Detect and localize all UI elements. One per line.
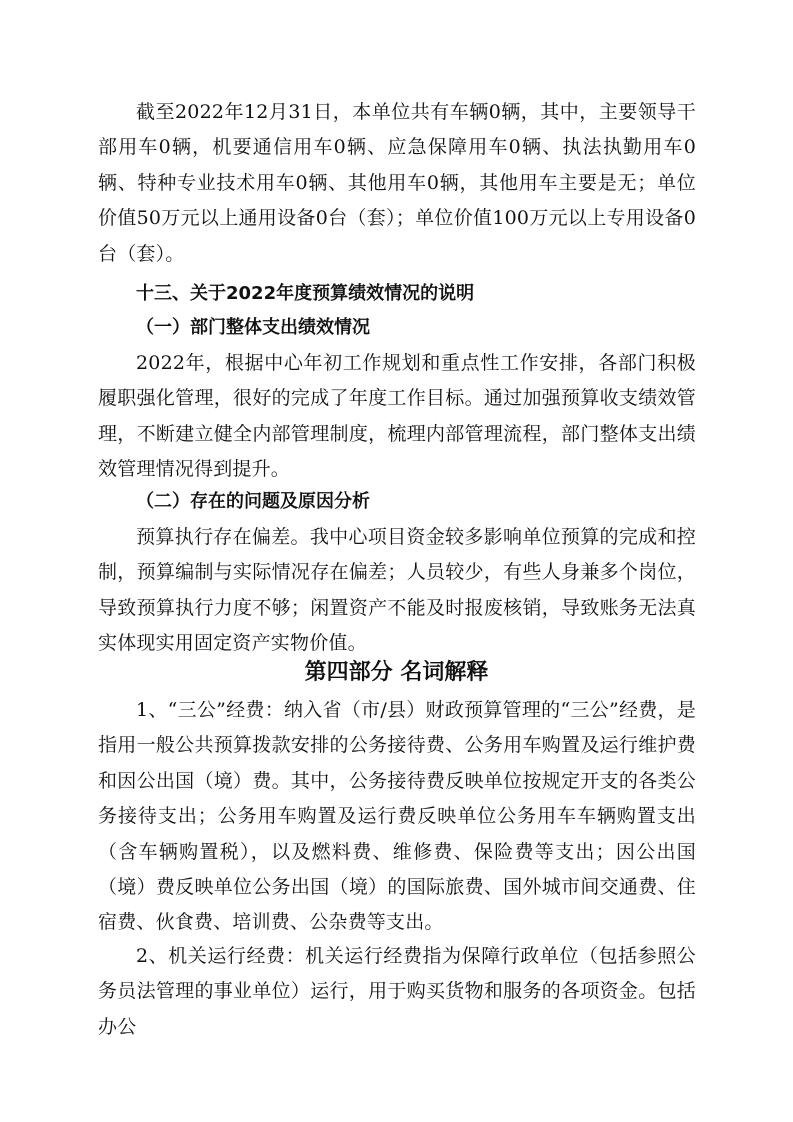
- paragraph-term-operating-expenses: 2、机关运行经费：机关运行经费指为保障行政单位（包括参照公务员法管理的事业单位）运行，用于购买货物和服务的各项资金。包括办公: [98, 945, 696, 1038]
- part-four-title: 第四部分 名词解释: [304, 660, 489, 685]
- paragraph-vehicles: 截至2022年12月31日，本单位共有车辆0辆，其中，主要领导干部用车0辆，机要通信用车0辆、应急保障用车0辆、执法执勤用车0辆、特种专业技术用车0辆、其他用车0辆，其他用车主要是无；单位价值50万元以上通用设备0台（套）；单位价值100万元以上专用设备0台（套）。: [98, 101, 696, 265]
- paragraph-problems: 预算执行存在偏差。我中心项目资金较多影响单位预算的完成和控制，预算编制与实际情况存在偏差；人员较少，有些人身兼多个岗位，导致预算执行力度不够；闲置资产不能及时报废核销，导致账务无法真实体现实用固定资产实物价值。: [98, 526, 696, 655]
- sub-heading-problems: （二）存在的问题及原因分析: [136, 491, 370, 512]
- sub-heading-overall-performance: （一）部门整体支出绩效情况: [136, 317, 370, 338]
- section-heading-13: 十三、关于2022年度预算绩效情况的说明: [136, 283, 475, 304]
- paragraph-term-three-public-expenses: 1、“三公”经费：纳入省（市/县）财政预算管理的“三公”经费，是指用一般公共预算拨款安排的公务接待费、公务用车购置及运行维护费和因公出国（境）费。其中，公务接待费反映单位按规定开支的各类公务接待支出；公务用车购置及运行费反映单位公务用车车辆购置支出（含车辆购置税），以及燃料费、维修费、保险费等支出；因公出国（境）费反映单位公务出国（境）的国际旅费、国外城市间交通费、住宿费、伙食费、培训费、公杂费等支出。: [98, 699, 696, 934]
- paragraph-performance: 2022年，根据中心年初工作规划和重点性工作安排，各部门积极履职强化管理，很好的完成了年度工作目标。通过加强预算收支绩效管理，不断建立健全内部管理制度，梳理内部管理流程，部门整体支出绩效管理情况得到提升。: [98, 352, 696, 481]
